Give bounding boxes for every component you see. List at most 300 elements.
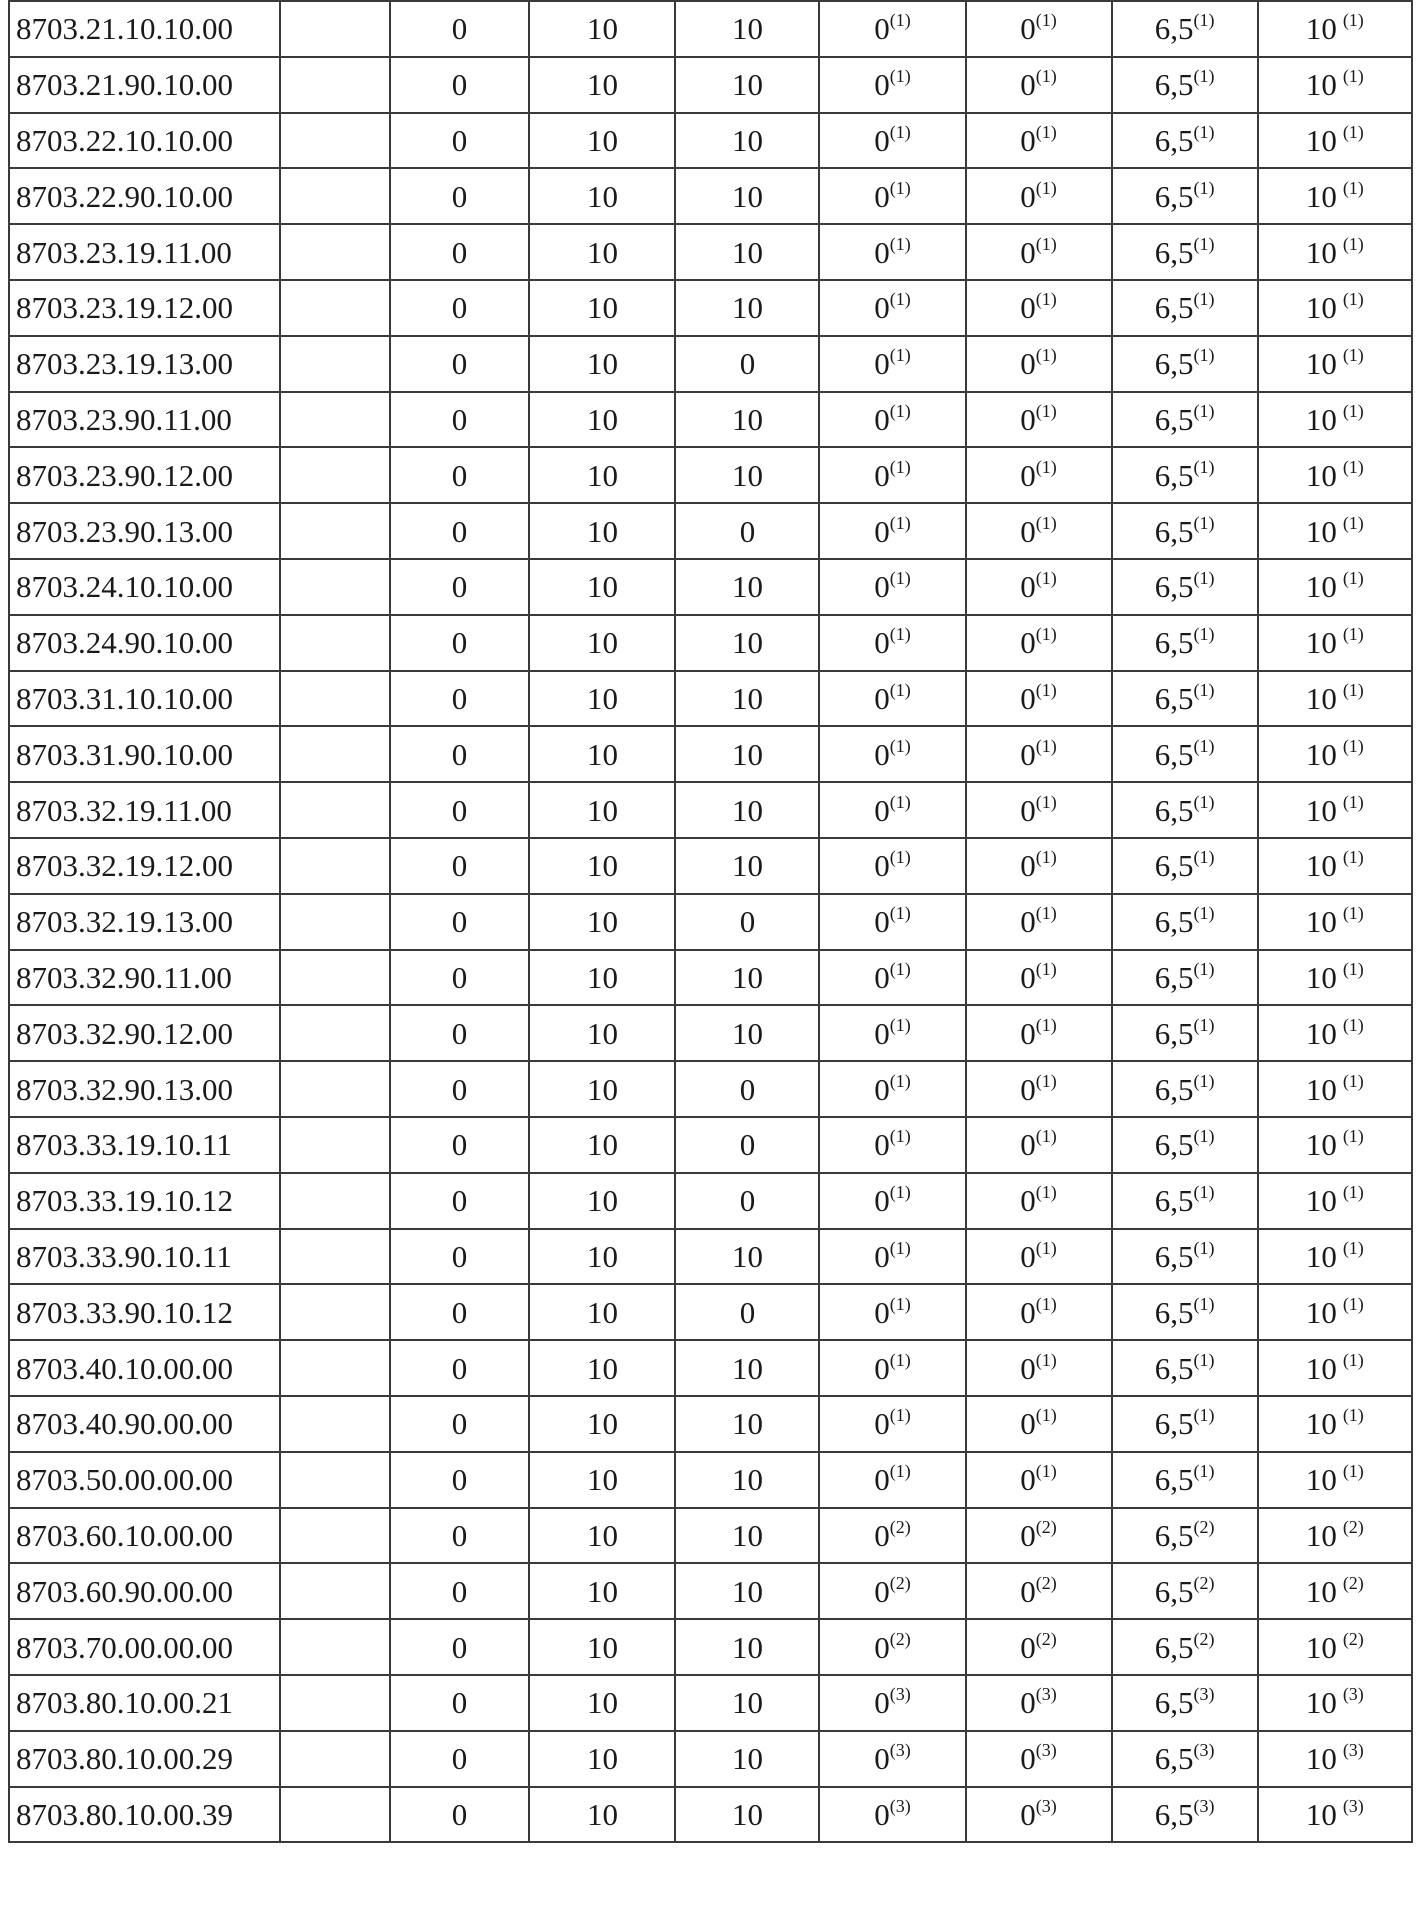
- footnote-marker: (1): [1342, 345, 1364, 366]
- footnote-marker: (1): [1342, 1237, 1364, 1258]
- rate-value: 6,5: [1154, 1183, 1194, 1219]
- footnote-marker: (1): [1342, 1349, 1364, 1370]
- footnote-marker: (1): [1342, 791, 1364, 812]
- footnote-marker: (2): [1035, 1516, 1057, 1537]
- rate-col-4-cell: 0: [675, 894, 819, 950]
- rate-col-8-cell: [1258, 113, 1412, 169]
- rate-value: 0: [874, 1406, 890, 1442]
- tariff-code-cell: 8703.23.90.13.00: [9, 503, 280, 559]
- footnote-marker: (1): [889, 958, 911, 979]
- tariff-body: [9, 1, 1412, 1842]
- rate-value: 10: [1305, 1127, 1337, 1163]
- footnote-marker: (1): [1342, 624, 1364, 645]
- rate-col-8-cell: [1258, 447, 1412, 503]
- rate-col-8-cell: [1258, 503, 1412, 559]
- rate-col-8-cell: [1258, 57, 1412, 113]
- rate-col-2-cell: 0: [390, 1508, 530, 1564]
- rate-col-6-cell: [966, 1731, 1112, 1787]
- rate-value: 10: [1305, 1015, 1337, 1051]
- rate-col-7-cell: [1112, 726, 1258, 782]
- rate-col-4-cell: 10: [675, 1731, 819, 1787]
- rate-col-8-cell: [1258, 392, 1412, 448]
- footnote-marker: (1): [889, 1126, 911, 1147]
- rate-col-4-cell: 10: [675, 1396, 819, 1452]
- rate-col-3-cell: 10: [529, 1619, 675, 1675]
- footnote-marker: (1): [1342, 1405, 1364, 1426]
- footnote-marker: (1): [1342, 679, 1364, 700]
- rate-col-4-cell: 0: [675, 1117, 819, 1173]
- rate-col-2-cell: 0: [390, 559, 530, 615]
- rate-col-2-cell: 0: [390, 1731, 530, 1787]
- footnote-marker: (1): [889, 791, 911, 812]
- blank-cell: [280, 1340, 390, 1396]
- rate-col-7-cell: [1112, 1229, 1258, 1285]
- rate-value: 10: [1305, 569, 1337, 605]
- footnote-marker: (1): [1193, 10, 1215, 31]
- rate-col-5-cell: [819, 447, 965, 503]
- rate-value: 10: [1305, 1796, 1337, 1832]
- footnote-marker: (1): [1035, 735, 1057, 756]
- rate-col-6-cell: [966, 838, 1112, 894]
- rate-col-2-cell: 0: [390, 1619, 530, 1675]
- rate-col-7-cell: [1112, 1117, 1258, 1173]
- rate-col-8-cell: [1258, 782, 1412, 838]
- table-row: [9, 1675, 1412, 1731]
- footnote-marker: (3): [1193, 1684, 1215, 1705]
- footnote-marker: (1): [1193, 233, 1215, 254]
- tariff-code-cell: 8703.60.10.00.00: [9, 1508, 280, 1564]
- rate-col-2-cell: 0: [390, 1675, 530, 1731]
- rate-value: 10: [1305, 457, 1337, 493]
- rate-value: 10: [1305, 290, 1337, 326]
- blank-cell: [280, 1229, 390, 1285]
- rate-col-8-cell: [1258, 168, 1412, 224]
- rate-col-2-cell: 0: [390, 615, 530, 671]
- rate-col-3-cell: 10: [529, 1, 675, 57]
- footnote-marker: (1): [1342, 1014, 1364, 1035]
- tariff-code-cell: 8703.23.90.12.00: [9, 447, 280, 503]
- footnote-marker: (1): [1035, 289, 1057, 310]
- rate-value: 0: [874, 67, 890, 103]
- blank-cell: [280, 782, 390, 838]
- rate-value: 0: [874, 959, 890, 995]
- table-row: [9, 1731, 1412, 1787]
- footnote-marker: (1): [889, 121, 911, 142]
- footnote-marker: (1): [1035, 1293, 1057, 1314]
- footnote-marker: (1): [889, 1293, 911, 1314]
- footnote-marker: (1): [1193, 1237, 1215, 1258]
- footnote-marker: (1): [1035, 177, 1057, 198]
- tariff-code-cell: 8703.33.90.10.12: [9, 1284, 280, 1340]
- footnote-marker: (1): [1193, 177, 1215, 198]
- rate-col-6-cell: [966, 447, 1112, 503]
- rate-value: 0: [1020, 67, 1036, 103]
- table-row: [9, 1, 1412, 57]
- rate-value: 0: [1020, 178, 1036, 214]
- rate-col-3-cell: 10: [529, 168, 675, 224]
- rate-value: 0: [1020, 1350, 1036, 1386]
- rate-col-5-cell: [819, 224, 965, 280]
- tariff-code-cell: 8703.32.19.13.00: [9, 894, 280, 950]
- rate-col-5-cell: [819, 336, 965, 392]
- blank-cell: [280, 1675, 390, 1731]
- rate-col-6-cell: [966, 671, 1112, 727]
- rate-col-5-cell: [819, 503, 965, 559]
- rate-value: 6,5: [1154, 401, 1194, 437]
- rate-col-6-cell: [966, 1, 1112, 57]
- rate-col-7-cell: [1112, 224, 1258, 280]
- footnote-marker: (1): [889, 903, 911, 924]
- rate-col-3-cell: 10: [529, 1563, 675, 1619]
- table-row: [9, 1229, 1412, 1285]
- rate-col-6-cell: [966, 392, 1112, 448]
- footnote-marker: (1): [1035, 958, 1057, 979]
- rate-value: 0: [874, 792, 890, 828]
- rate-value: 6,5: [1154, 1741, 1194, 1777]
- rate-col-3-cell: 10: [529, 447, 675, 503]
- blank-cell: [280, 1, 390, 57]
- rate-col-8-cell: [1258, 1396, 1412, 1452]
- rate-col-3-cell: 10: [529, 1787, 675, 1843]
- blank-cell: [280, 950, 390, 1006]
- tariff-code-cell: 8703.22.10.10.00: [9, 113, 280, 169]
- footnote-marker: (2): [1342, 1628, 1364, 1649]
- rate-value: 6,5: [1154, 1573, 1194, 1609]
- rate-col-6-cell: [966, 1452, 1112, 1508]
- rate-value: 10: [1305, 680, 1337, 716]
- blank-cell: [280, 392, 390, 448]
- footnote-marker: (1): [1035, 1405, 1057, 1426]
- rate-col-4-cell: 10: [675, 1229, 819, 1285]
- blank-cell: [280, 726, 390, 782]
- rate-value: 0: [1020, 959, 1036, 995]
- rate-value: 0: [874, 234, 890, 270]
- rate-value: 0: [1020, 736, 1036, 772]
- rate-col-6-cell: [966, 1508, 1112, 1564]
- rate-value: 6,5: [1154, 1796, 1194, 1832]
- rate-col-7-cell: [1112, 113, 1258, 169]
- rate-col-4-cell: 10: [675, 950, 819, 1006]
- rate-col-3-cell: 10: [529, 1396, 675, 1452]
- footnote-marker: (1): [1035, 1070, 1057, 1091]
- footnote-marker: (3): [1035, 1740, 1057, 1761]
- rate-col-6-cell: [966, 1787, 1112, 1843]
- rate-value: 0: [1020, 904, 1036, 940]
- rate-col-8-cell: [1258, 1284, 1412, 1340]
- rate-col-8-cell: [1258, 1452, 1412, 1508]
- rate-value: 6,5: [1154, 959, 1194, 995]
- footnote-marker: (1): [1342, 121, 1364, 142]
- footnote-marker: (1): [1342, 958, 1364, 979]
- rate-col-3-cell: 10: [529, 838, 675, 894]
- rate-col-4-cell: 10: [675, 280, 819, 336]
- rate-value: 0: [874, 904, 890, 940]
- footnote-marker: (1): [889, 1237, 911, 1258]
- blank-cell: [280, 224, 390, 280]
- rate-col-8-cell: [1258, 615, 1412, 671]
- rate-col-7-cell: [1112, 782, 1258, 838]
- tariff-code-cell: 8703.31.90.10.00: [9, 726, 280, 782]
- rate-col-5-cell: [819, 57, 965, 113]
- footnote-marker: (1): [889, 1182, 911, 1203]
- rate-col-7-cell: [1112, 671, 1258, 727]
- rate-col-6-cell: [966, 336, 1112, 392]
- table-row: [9, 1005, 1412, 1061]
- rate-value: 6,5: [1154, 11, 1194, 47]
- rate-col-7-cell: [1112, 1340, 1258, 1396]
- table-row: [9, 1340, 1412, 1396]
- footnote-marker: (1): [1193, 735, 1215, 756]
- rate-value: 10: [1305, 401, 1337, 437]
- rate-value: 10: [1305, 11, 1337, 47]
- rate-col-7-cell: [1112, 838, 1258, 894]
- table-row: [9, 392, 1412, 448]
- footnote-marker: (1): [889, 512, 911, 533]
- rate-value: 6,5: [1154, 904, 1194, 940]
- tariff-code-cell: 8703.80.10.00.21: [9, 1675, 280, 1731]
- rate-value: 0: [874, 1685, 890, 1721]
- rate-col-3-cell: 10: [529, 57, 675, 113]
- rate-value: 0: [1020, 1183, 1036, 1219]
- tariff-code-cell: 8703.32.19.11.00: [9, 782, 280, 838]
- rate-col-3-cell: 10: [529, 392, 675, 448]
- rate-col-4-cell: 10: [675, 559, 819, 615]
- rate-col-3-cell: 10: [529, 1508, 675, 1564]
- footnote-marker: (1): [889, 10, 911, 31]
- rate-col-3-cell: 10: [529, 1452, 675, 1508]
- table-row: [9, 559, 1412, 615]
- rate-value: 0: [1020, 848, 1036, 884]
- rate-col-5-cell: [819, 838, 965, 894]
- rate-col-8-cell: [1258, 336, 1412, 392]
- rate-col-3-cell: 10: [529, 336, 675, 392]
- rate-col-2-cell: 0: [390, 1396, 530, 1452]
- footnote-marker: (1): [1035, 400, 1057, 421]
- footnote-marker: (1): [1035, 1182, 1057, 1203]
- footnote-marker: (1): [1035, 512, 1057, 533]
- footnote-marker: (1): [1342, 177, 1364, 198]
- table-row: [9, 1117, 1412, 1173]
- rate-col-5-cell: [819, 1675, 965, 1731]
- rate-col-5-cell: [819, 726, 965, 782]
- rate-col-5-cell: [819, 1284, 965, 1340]
- rate-value: 10: [1305, 1685, 1337, 1721]
- rate-value: 10: [1305, 1350, 1337, 1386]
- rate-col-7-cell: [1112, 1619, 1258, 1675]
- rate-value: 0: [1020, 401, 1036, 437]
- rate-col-7-cell: [1112, 1396, 1258, 1452]
- rate-value: 6,5: [1154, 1462, 1194, 1498]
- footnote-marker: (3): [1035, 1684, 1057, 1705]
- rate-col-2-cell: 0: [390, 168, 530, 224]
- rate-col-7-cell: [1112, 950, 1258, 1006]
- rate-col-3-cell: 10: [529, 1061, 675, 1117]
- rate-value: 10: [1305, 178, 1337, 214]
- tariff-code-cell: 8703.50.00.00.00: [9, 1452, 280, 1508]
- tariff-code-cell: 8703.23.90.11.00: [9, 392, 280, 448]
- footnote-marker: (1): [889, 1014, 911, 1035]
- rate-value: 6,5: [1154, 346, 1194, 382]
- table-row: [9, 168, 1412, 224]
- footnote-marker: (1): [889, 177, 911, 198]
- rate-col-2-cell: 0: [390, 894, 530, 950]
- rate-value: 6,5: [1154, 1350, 1194, 1386]
- footnote-marker: (1): [1342, 735, 1364, 756]
- rate-col-6-cell: [966, 57, 1112, 113]
- footnote-marker: (1): [1193, 1349, 1215, 1370]
- footnote-marker: (1): [1035, 1237, 1057, 1258]
- rate-value: 0: [1020, 1071, 1036, 1107]
- table-row: [9, 1563, 1412, 1619]
- rate-value: 0: [1020, 1796, 1036, 1832]
- rate-value: 0: [1020, 680, 1036, 716]
- rate-col-4-cell: 10: [675, 726, 819, 782]
- rate-col-7-cell: [1112, 1061, 1258, 1117]
- rate-col-7-cell: [1112, 894, 1258, 950]
- rate-value: 10: [1305, 848, 1337, 884]
- rate-col-7-cell: [1112, 1675, 1258, 1731]
- rate-col-5-cell: [819, 1787, 965, 1843]
- footnote-marker: (1): [889, 624, 911, 645]
- rate-col-8-cell: [1258, 1619, 1412, 1675]
- footnote-marker: (2): [1193, 1516, 1215, 1537]
- rate-col-7-cell: [1112, 1005, 1258, 1061]
- footnote-marker: (1): [1193, 903, 1215, 924]
- rate-col-4-cell: 10: [675, 1, 819, 57]
- rate-value: 10: [1305, 122, 1337, 158]
- rate-col-2-cell: 0: [390, 950, 530, 1006]
- rate-col-8-cell: [1258, 1173, 1412, 1229]
- table-row: [9, 615, 1412, 671]
- footnote-marker: (1): [1342, 568, 1364, 589]
- rate-value: 10: [1305, 1406, 1337, 1442]
- rate-value: 6,5: [1154, 1629, 1194, 1665]
- footnote-marker: (1): [1035, 1349, 1057, 1370]
- rate-col-4-cell: 10: [675, 1787, 819, 1843]
- rate-col-4-cell: 10: [675, 1619, 819, 1675]
- rate-col-7-cell: [1112, 1563, 1258, 1619]
- rate-col-4-cell: 0: [675, 503, 819, 559]
- footnote-marker: (1): [1035, 121, 1057, 142]
- footnote-marker: (1): [1035, 679, 1057, 700]
- footnote-marker: (3): [889, 1795, 911, 1816]
- rate-col-2-cell: 0: [390, 503, 530, 559]
- footnote-marker: (1): [1035, 791, 1057, 812]
- blank-cell: [280, 1061, 390, 1117]
- rate-col-5-cell: [819, 392, 965, 448]
- footnote-marker: (1): [1035, 66, 1057, 87]
- rate-col-3-cell: 10: [529, 950, 675, 1006]
- table-row: [9, 726, 1412, 782]
- footnote-marker: (1): [889, 66, 911, 87]
- rate-col-6-cell: [966, 1061, 1112, 1117]
- rate-col-4-cell: 10: [675, 838, 819, 894]
- rate-value: 0: [874, 1462, 890, 1498]
- rate-col-7-cell: [1112, 336, 1258, 392]
- rate-col-8-cell: [1258, 1731, 1412, 1787]
- blank-cell: [280, 447, 390, 503]
- footnote-marker: (1): [889, 400, 911, 421]
- footnote-marker: (2): [1342, 1516, 1364, 1537]
- rate-value: 0: [1020, 1406, 1036, 1442]
- rate-value: 10: [1305, 736, 1337, 772]
- rate-value: 0: [874, 1127, 890, 1163]
- rate-col-4-cell: 0: [675, 1061, 819, 1117]
- rate-value: 0: [1020, 1685, 1036, 1721]
- footnote-marker: (1): [1342, 847, 1364, 868]
- tariff-code-cell: 8703.23.19.11.00: [9, 224, 280, 280]
- rate-col-7-cell: [1112, 1, 1258, 57]
- blank-cell: [280, 1005, 390, 1061]
- footnote-marker: (1): [1342, 903, 1364, 924]
- blank-cell: [280, 894, 390, 950]
- blank-cell: [280, 671, 390, 727]
- table-row: [9, 113, 1412, 169]
- rate-value: 10: [1305, 346, 1337, 382]
- rate-col-4-cell: 0: [675, 1173, 819, 1229]
- footnote-marker: (1): [1193, 1014, 1215, 1035]
- rate-value: 0: [1020, 1015, 1036, 1051]
- footnote-marker: (1): [1193, 568, 1215, 589]
- rate-col-2-cell: 0: [390, 726, 530, 782]
- rate-value: 0: [1020, 792, 1036, 828]
- blank-cell: [280, 1117, 390, 1173]
- blank-cell: [280, 280, 390, 336]
- footnote-marker: (2): [889, 1628, 911, 1649]
- rate-col-8-cell: [1258, 1340, 1412, 1396]
- rate-col-2-cell: 0: [390, 336, 530, 392]
- footnote-marker: (1): [1193, 791, 1215, 812]
- rate-col-6-cell: [966, 1173, 1112, 1229]
- footnote-marker: (3): [1342, 1740, 1364, 1761]
- tariff-code-cell: 8703.22.90.10.00: [9, 168, 280, 224]
- rate-value: 0: [1020, 457, 1036, 493]
- rate-col-3-cell: 10: [529, 671, 675, 727]
- rate-col-7-cell: [1112, 1284, 1258, 1340]
- rate-col-8-cell: [1258, 224, 1412, 280]
- tariff-code-cell: 8703.33.90.10.11: [9, 1229, 280, 1285]
- footnote-marker: (1): [889, 679, 911, 700]
- rate-value: 6,5: [1154, 1517, 1194, 1553]
- rate-col-7-cell: [1112, 559, 1258, 615]
- rate-value: 0: [1020, 1294, 1036, 1330]
- blank-cell: [280, 1508, 390, 1564]
- rate-col-2-cell: 0: [390, 671, 530, 727]
- rate-value: 10: [1305, 625, 1337, 661]
- rate-col-6-cell: [966, 1563, 1112, 1619]
- footnote-marker: (1): [1342, 1293, 1364, 1314]
- footnote-marker: (1): [1342, 1182, 1364, 1203]
- rate-col-3-cell: 10: [529, 1340, 675, 1396]
- rate-value: 6,5: [1154, 457, 1194, 493]
- rate-col-7-cell: [1112, 392, 1258, 448]
- rate-col-2-cell: 0: [390, 838, 530, 894]
- footnote-marker: (1): [889, 1349, 911, 1370]
- footnote-marker: (1): [889, 345, 911, 366]
- footnote-marker: (3): [1193, 1795, 1215, 1816]
- rate-col-5-cell: [819, 1508, 965, 1564]
- rate-col-5-cell: [819, 1452, 965, 1508]
- rate-col-7-cell: [1112, 280, 1258, 336]
- rate-col-2-cell: 0: [390, 280, 530, 336]
- rate-value: 10: [1305, 513, 1337, 549]
- rate-col-3-cell: 10: [529, 503, 675, 559]
- rate-col-4-cell: 0: [675, 336, 819, 392]
- rate-col-8-cell: [1258, 1117, 1412, 1173]
- rate-col-7-cell: [1112, 447, 1258, 503]
- rate-col-6-cell: [966, 782, 1112, 838]
- rate-col-2-cell: 0: [390, 1340, 530, 1396]
